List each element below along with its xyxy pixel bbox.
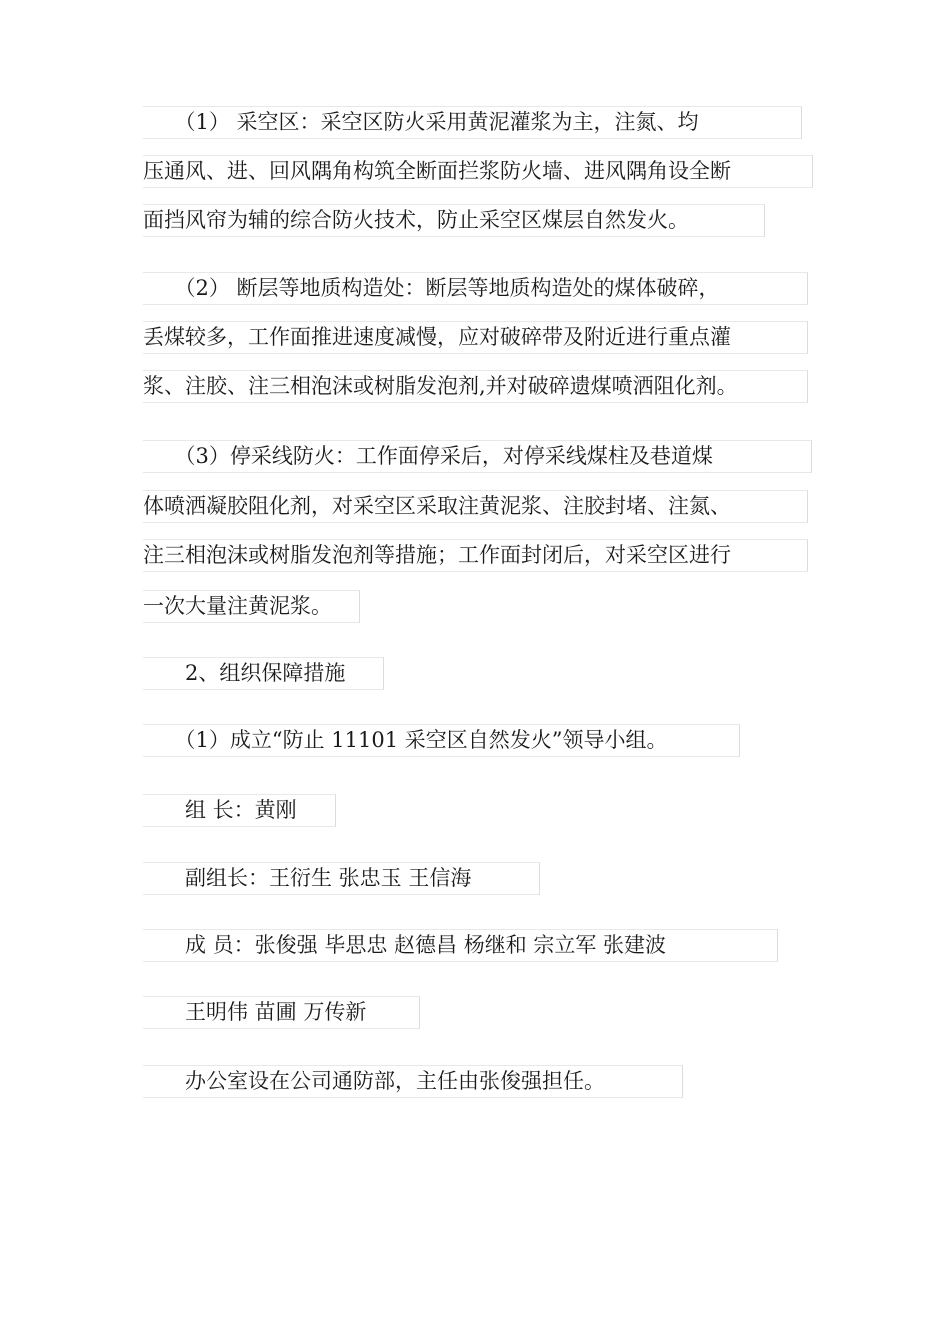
paragraph-3-line-1: （3）停采线防火：工作面停采后，对停采线煤柱及巷道煤 [143,440,812,473]
section-heading: 2、组织保障措施 [143,657,384,690]
paragraph-1-line-2: 压通风、进、回风隅角构筑全断面拦浆防火墙、进风隅角设全断 [143,155,813,188]
paragraph-2-line-2: 丢煤较多，工作面推进速度减慢，应对破碎带及附近进行重点灌 [143,321,808,354]
paragraph-3-line-2: 体喷洒凝胶阻化剂，对采空区采取注黄泥浆、注胶封堵、注氮、 [143,490,808,523]
members-line-2: 王明伟 苗圃 万传新 [143,996,420,1029]
paragraph-2-line-1: （2） 断层等地质构造处：断层等地质构造处的煤体破碎， [143,272,808,305]
office-line: 办公室设在公司通防部，主任由张俊强担任。 [143,1065,683,1098]
paragraph-3-line-4: 一次大量注黄泥浆。 [143,590,360,623]
paragraph-1-line-3: 面挡风帘为辅的综合防火技术，防止采空区煤层自然发火。 [143,204,765,237]
deputy-leaders-line: 副组长：王衍生 张忠玉 王信海 [143,862,540,895]
paragraph-1-line-1: （1） 采空区：采空区防火采用黄泥灌浆为主，注氮、均 [143,106,802,139]
paragraph-3-line-3: 注三相泡沫或树脂发泡剂等措施；工作面封闭后，对采空区进行 [143,539,808,572]
members-line-1: 成 员：张俊强 毕思忠 赵德昌 杨继和 宗立军 张建波 [143,929,778,962]
leadership-group-item: （1）成立“防止 11101 采空区自然发火”领导小组。 [143,724,740,757]
paragraph-2-line-3: 浆、注胶、注三相泡沫或树脂发泡剂,并对破碎遗煤喷洒阻化剂。 [143,370,808,403]
group-leader-line: 组 长：黄刚 [143,794,336,827]
